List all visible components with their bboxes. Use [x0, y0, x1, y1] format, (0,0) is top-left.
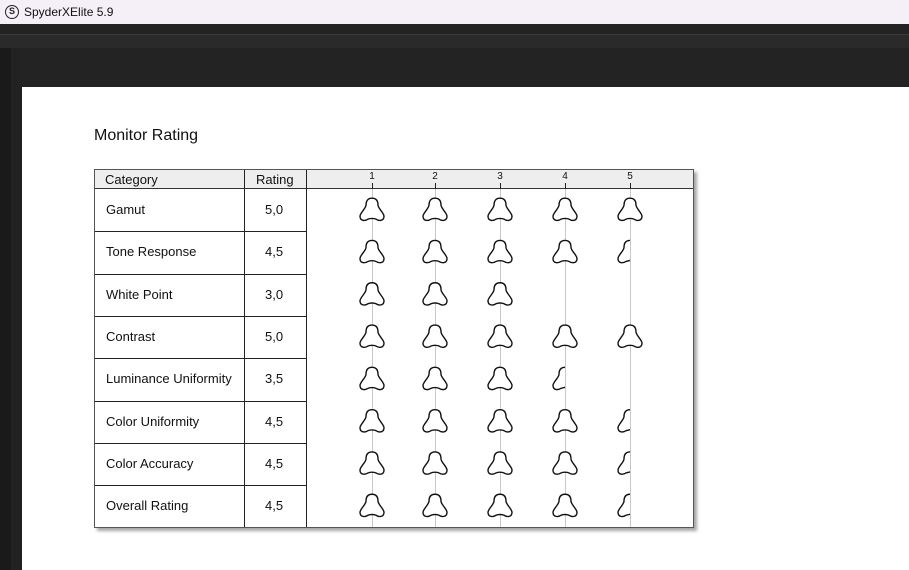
spyder-sensor-icon: [553, 452, 577, 474]
left-gutter: [11, 48, 21, 570]
scale-label-4: 4: [562, 171, 568, 182]
spyder-sensor-icon: [423, 240, 447, 262]
row-rating-value: 3,5: [265, 371, 284, 387]
spyder-sensor-icon: [423, 410, 447, 432]
row-rating-value: 4,5: [265, 498, 284, 514]
spyder-sensor-icon: [488, 494, 512, 516]
spyder-sensor-icon: [488, 283, 512, 305]
report-title: Monitor Rating: [94, 127, 199, 144]
scale-label-5: 5: [627, 171, 633, 182]
scale-label-3: 3: [497, 171, 503, 182]
spyder-sensor-icon: [553, 410, 577, 432]
row-category: Color Uniformity: [106, 413, 200, 429]
spyder-sensor-icon: [488, 410, 512, 432]
half-sensor-icon: [618, 240, 630, 262]
row-category: Gamut: [106, 202, 146, 218]
spyder-sensor-icon: [618, 325, 642, 347]
rating-column-header: Rating: [256, 172, 294, 187]
spyder-sensor-icon: [488, 198, 512, 220]
row-category: Color Accuracy: [106, 455, 194, 471]
spyder-sensor-icon: [360, 452, 384, 474]
half-sensor-icon: [618, 452, 630, 474]
spyder-sensor-icon: [360, 198, 384, 220]
row-rating-value: 4,5: [265, 244, 284, 260]
spyder-sensor-icon: [423, 283, 447, 305]
spyder-sensor-icon: [423, 325, 447, 347]
window-title: SpyderXElite 5.9: [24, 5, 114, 19]
spyder-sensor-icon: [488, 240, 512, 262]
spyder-sensor-icon: [423, 494, 447, 516]
spyder-sensor-icon: [488, 452, 512, 474]
half-sensor-icon: [553, 367, 565, 389]
row-category: Overall Rating: [106, 498, 189, 514]
row-rating-value: 4,5: [265, 455, 284, 471]
spyder-sensor-icon: [423, 367, 447, 389]
spyder-sensor-icon: [423, 452, 447, 474]
scale-label-1: 1: [369, 171, 375, 182]
row-rating-value: 5,0: [265, 202, 284, 218]
rating-table: [94, 169, 694, 528]
spyder-sensor-icon: [553, 240, 577, 262]
row-rating-value: 3,0: [265, 286, 284, 302]
spyder-sensor-icon: [553, 494, 577, 516]
row-category: Tone Response: [106, 244, 197, 260]
spyder-sensor-icon: [423, 198, 447, 220]
title-bar: [0, 0, 909, 24]
half-sensor-icon: [618, 410, 630, 432]
category-column-header: Category: [105, 172, 158, 187]
scale-label-2: 2: [432, 171, 438, 182]
spyder-sensor-icon: [360, 494, 384, 516]
row-rating-value: 5,0: [265, 329, 284, 345]
spyder-sensor-icon: [553, 325, 577, 347]
spyder-sensor-icon: [360, 325, 384, 347]
app-icon: S: [5, 5, 19, 19]
rating-pips: [95, 170, 693, 527]
toolbar-divider: [0, 34, 909, 48]
spyder-sensor-icon: [360, 410, 384, 432]
left-edge: [0, 48, 11, 570]
row-rating-value: 4,5: [265, 413, 284, 429]
spyder-sensor-icon: [553, 198, 577, 220]
row-category: White Point: [106, 286, 173, 302]
spyder-sensor-icon: [618, 198, 642, 220]
spyder-sensor-icon: [360, 367, 384, 389]
spyder-sensor-icon: [488, 367, 512, 389]
row-category: Contrast: [106, 329, 156, 345]
spyder-sensor-icon: [360, 240, 384, 262]
row-category: Luminance Uniformity: [106, 371, 232, 387]
half-sensor-icon: [618, 494, 630, 516]
spyder-sensor-icon: [488, 325, 512, 347]
spyder-sensor-icon: [360, 283, 384, 305]
